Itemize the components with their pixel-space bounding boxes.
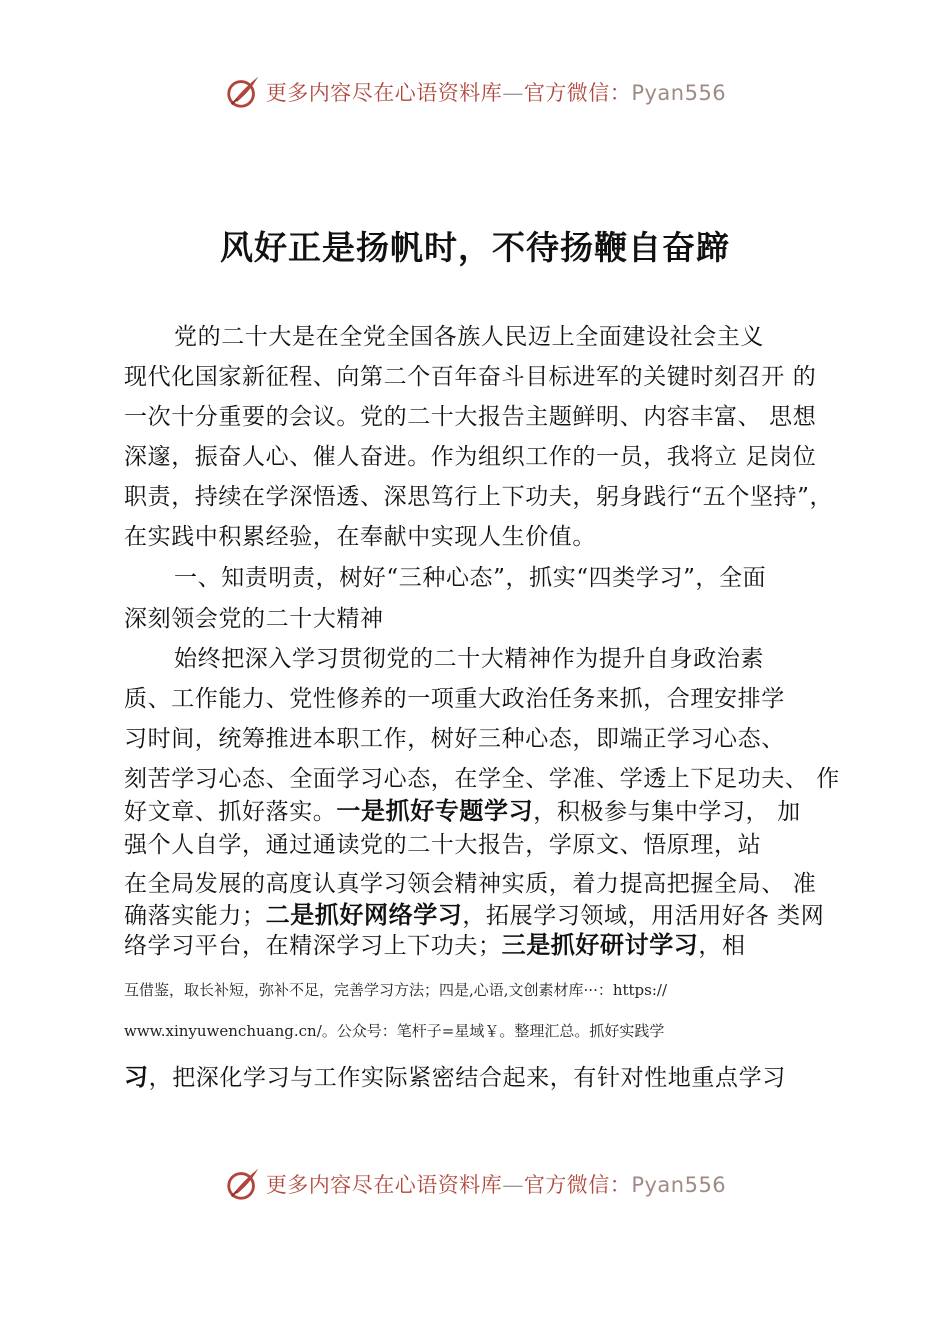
quill-pen-logo-icon — [224, 1165, 262, 1203]
paragraph-line: 在实践中积累经验，在奉献中实现人生价值。 — [124, 524, 596, 550]
banner-text: 更多内容尽在心语资料库—官方微信：Pyan556 — [265, 1173, 727, 1197]
bold-phrase: 三是抓好研讨学习 — [501, 931, 699, 959]
paragraph-line: 习，把深化学习与工作实际紧密结合起来，有针对性地重点学习 — [124, 1063, 786, 1091]
paragraph-line: 刻苦学习心态、全面学习心态，在学全、学准、学透上下足功夫、 作 — [124, 766, 840, 792]
paragraph-line: 好文章、抓好落实。一是抓好专题学习，积极参与集中学习， 加 — [124, 797, 801, 825]
inserted-note-line: 互借鉴，取长补短，弥补不足，完善学习方法；四是,心语,文创素材库···：https:// — [124, 981, 668, 999]
paragraph-line: 在全局发展的高度认真学习领会精神实质，着力提高把握全局、 准 — [124, 871, 817, 897]
paragraph-line: 职责，持续在学深悟透、深思笃行上下功夫，躬身践行“五个坚持”， — [124, 484, 834, 510]
section-heading-line: 一、知责明责，树好“三种心态”，抓实“四类学习”，全面 — [174, 565, 767, 591]
paragraph-line: 现代化国家新征程、向第二个百年奋斗目标进军的关键时刻召开 的 — [124, 364, 817, 390]
bold-phrase: 一是抓好专题学习 — [336, 797, 534, 825]
bold-phrase: 习 — [124, 1063, 149, 1091]
header-banner — [0, 70, 950, 114]
paragraph-line: 一次十分重要的会议。党的二十大报告主题鲜明、内容丰富、 思想 — [124, 404, 817, 430]
paragraph-line: 始终把深入学习贯彻党的二十大精神作为提升自身政治素 — [174, 646, 764, 672]
quill-pen-logo-icon — [224, 73, 262, 111]
paragraph-line: 强个人自学，通过通读党的二十大报告，学原文、悟原理，站 — [124, 832, 762, 858]
section-heading-line: 深刻领会党的二十大精神 — [124, 606, 384, 632]
paragraph-line: 确落实能力；二是抓好网络学习，拓展学习领域，用活用好各 类网 — [124, 901, 825, 929]
paragraph-line: 络学习平台，在精深学习上下功夫；三是抓好研讨学习，相 — [124, 931, 746, 959]
banner-text: 更多内容尽在心语资料库—官方微信：Pyan556 — [265, 81, 727, 105]
paragraph-line: 质、工作能力、党性修养的一项重大政治任务来抓，合理安排学 — [124, 686, 785, 712]
paragraph-line: 党的二十大是在全党全国各族人民迈上全面建设社会主义 — [174, 324, 764, 350]
paragraph-line: 深邃，振奋人心、催人奋进。作为组织工作的一员，我将立 足岗位 — [124, 444, 817, 470]
inserted-note-line: www.xinyuwenchuang.cn/。公众号：笔杆子=星域￥。整理汇总。抓好实践学 — [124, 1022, 665, 1040]
bold-phrase: 二是抓好网络学习 — [265, 901, 463, 929]
document-title: 风好正是扬帆时，不待扬鞭自奋蹄 — [220, 228, 730, 267]
paragraph-line: 习时间，统筹推进本职工作，树好三种心态，即端正学习心态、 — [124, 726, 785, 752]
footer-banner — [0, 1162, 950, 1206]
